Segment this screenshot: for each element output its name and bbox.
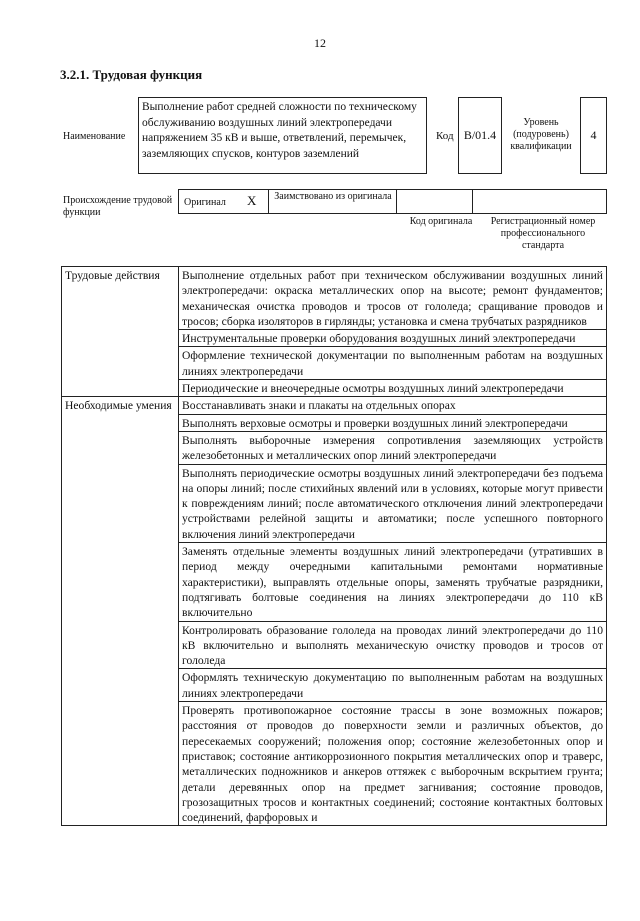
code-box — [458, 97, 502, 174]
function-name-text: Выполнение работ средней сложности по техническому обслуживанию воздушных линий электропередачи напряжением 35 кВ и выше, ответвлений, перемычек, заземляющих спусков, контуров заземлений — [142, 101, 417, 160]
table-row — [62, 267, 607, 330]
original-mark: X — [247, 193, 257, 208]
skill-item: Заменять отдельные элементы воздушных линий электропередачи (утративших в период между очередными капитальными ремонтами нормативные характеристики), выправлять отдельные опоры, заменять трубчатые разрядники, подтягивать болтовые соединения на линиях электропередачи до 110 кВ включительно — [179, 543, 607, 621]
skill-item: Выполнять выборочные измерения сопротивления заземляющих устройств железобетонных и металлических опор линий электропередачи — [179, 431, 607, 464]
original-label: Оригинал — [184, 197, 226, 208]
labor-action-item: Периодические и внеочередные осмотры воздушных линий электропередачи — [179, 380, 607, 397]
function-name-box — [138, 97, 427, 174]
code-label: Код — [436, 130, 454, 142]
page-number: 12 — [314, 36, 326, 50]
section-title: 3.2.1. Трудовая функция — [60, 67, 203, 82]
skill-item: Выполнять периодические осмотры воздушных линий электропередачи без подъема на опоры линий; после стихийных явлений или в условиях, которые могут привести к повреждениям линий; после автоматического отключения линий электропередачи устройствами релейной защиты и автоматики; после успешного повторного включения линий электропередачи — [179, 464, 607, 542]
skill-item: Восстанавливать знаки и плакаты на отдельных опорах — [179, 397, 607, 414]
labor-action-item: Инструментальные проверки оборудования воздушных линий электропередачи — [179, 330, 607, 347]
level-label: Уровень (подуровень) квалификации — [510, 117, 572, 152]
divider — [396, 189, 397, 214]
origin-label: Происхождение трудовой функции — [63, 195, 173, 218]
labor-actions-label: Трудовые действия — [62, 267, 179, 397]
function-details-table — [61, 266, 607, 826]
labor-action-item: Оформление технической документации по выполненным работам на воздушных линиях электропередачи — [179, 347, 607, 380]
skill-item: Контролировать образование гололеда на проводах линий электропередачи до 110 кВ включительно и выполнять механическую очистку проводов и тросов от гололеда — [179, 621, 607, 669]
divider — [472, 189, 473, 214]
table-row — [62, 397, 607, 414]
code-value: B/01.4 — [463, 128, 497, 142]
skill-item: Проверять противопожарное состояние трассы в зоне возможных пожаров; расстояния от проводов до поверхности земли и различных объектов, до пересекаемых сооружений; положения опор; состояние железобетонных опор и приставок; состояние антикоррозионного покрытия металлических опор и траверс, металлических подножников и анкеров оттяжек с выборочным вскрытием грунта; детали деревянных опор на предмет загнивания; состояние проводов, грозозащитных тросов и контактных соединений; состояние контактных болтовых соединений, фарфоровых и — [179, 702, 607, 826]
code-original-label: Код оригинала — [409, 216, 473, 227]
labor-action-item: Выполнение отдельных работ при техническом обслуживании воздушных линий электропередачи: окраска металлических опор на высоте; ремонт фундаментов; механическая очистка проводов и тросов от гололеда; сращивание проводов и тросов; сборка изоляторов в гирлянды; установка и смена трубчатых разрядников — [179, 267, 607, 330]
level-box — [580, 97, 607, 174]
borrowed-label: Заимствовано из оригинала — [274, 191, 392, 202]
name-label: Наименование — [63, 131, 126, 142]
skill-item: Оформлять техническую документацию по выполненным работам на воздушных линиях электропередачи — [179, 669, 607, 702]
reg-number-label: Регистрационный номер профессионального стандарта — [490, 216, 596, 251]
origin-table — [178, 189, 607, 214]
level-value: 4 — [590, 128, 597, 142]
divider — [268, 189, 269, 214]
skill-item: Выполнять верховые осмотры и проверки воздушных линий электропередачи — [179, 414, 607, 431]
required-skills-label: Необходимые умения — [62, 397, 179, 826]
